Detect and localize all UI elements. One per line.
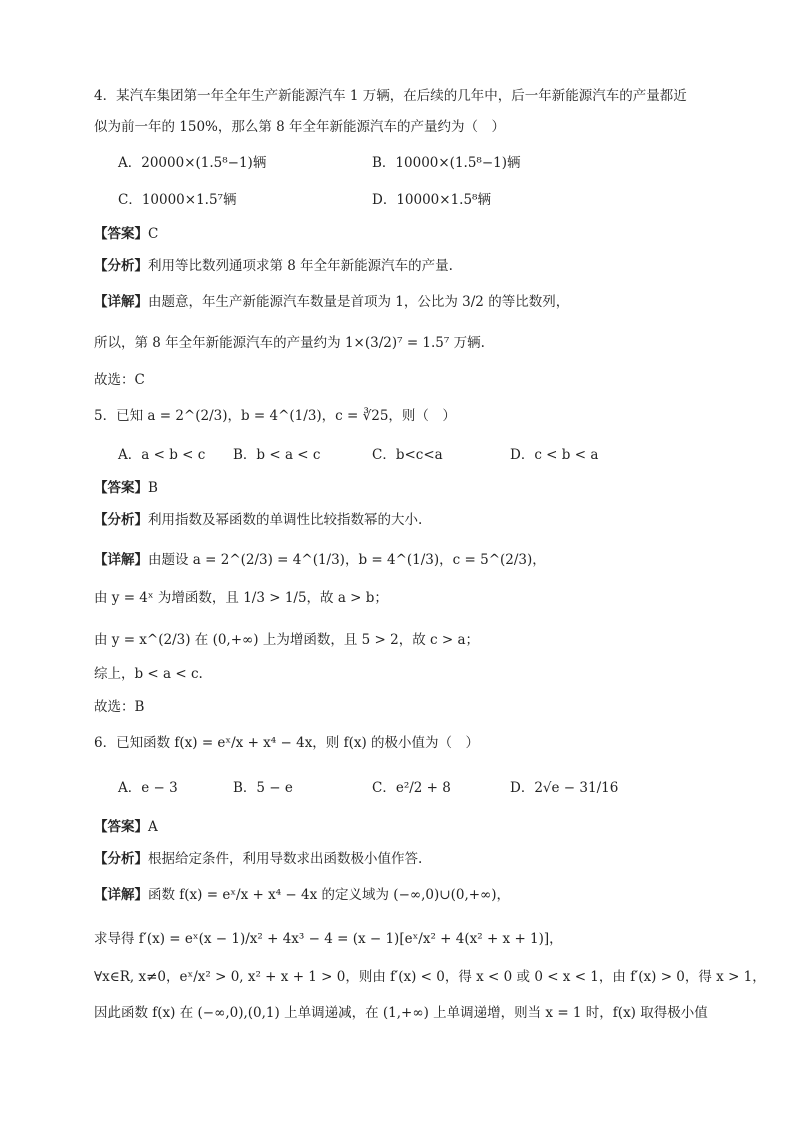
q4-option-a: A．20000×(1.5⁸−1)辆 — [118, 155, 267, 171]
q6-option-d: D．2√e − 31/16 — [510, 780, 619, 796]
analysis-text: 利用等比数列通项求第 8 年全年新能源汽车的产量. — [148, 258, 453, 274]
q4-option-b: B．10000×(1.5⁸−1)辆 — [372, 155, 521, 171]
answer-tag: 【答案】 — [94, 819, 148, 835]
detail-text: 由题意，年生产新能源汽车数量是首项为 1，公比为 3/2 的等比数列， — [148, 294, 570, 310]
q6-detail-line1 — [94, 885, 510, 905]
q5-answer — [94, 478, 158, 498]
q5-option-b: B．b < a < c — [233, 447, 321, 463]
q5-detail-line3: 由 y = x^(2/3) 在 (0,+∞) 上为增函数，且 5 > 2，故 c > a； — [94, 632, 480, 648]
analysis-text: 利用指数及幂函数的单调性比较指数幂的大小. — [148, 512, 423, 528]
q6-detail-line2: 求导得 f′(x) = eˣ(x − 1)/x² + 4x³ − 4 = (x − 1)[eˣ/x² + 4(x² + x + 1)]， — [94, 931, 563, 947]
q5-detail-line4: 综上，b < a < c. — [94, 666, 203, 682]
q4-answer — [94, 224, 158, 244]
q5-stem: 5．已知 a = 2^(2/3)，b = 4^(1/3)，c = ∛25，则（ ） — [94, 408, 456, 424]
q5-detail-line2: 由 y = 4ˣ 为增函数，且 1/3 > 1/5，故 a > b； — [94, 590, 388, 606]
q6-analysis — [94, 849, 422, 869]
q4-choose: 故选：C — [94, 372, 145, 388]
detail-tag: 【详解】 — [94, 294, 148, 310]
q5-detail-line1 — [94, 550, 546, 570]
q4-stem-line1: 4．某汽车集团第一年全年生产新能源汽车 1 万辆，在后续的几年中，后一年新能源汽车的产量都近 — [94, 88, 687, 104]
q5-choose: 故选：B — [94, 699, 145, 715]
answer-value: A — [148, 819, 158, 835]
q4-detail-line1 — [94, 292, 569, 312]
answer-value: C — [148, 226, 159, 242]
answer-tag: 【答案】 — [94, 226, 148, 242]
q6-option-c: C．e²/2 + 8 — [372, 780, 451, 796]
analysis-tag: 【分析】 — [94, 258, 148, 274]
analysis-tag: 【分析】 — [94, 512, 148, 528]
detail-tag: 【详解】 — [94, 552, 148, 568]
analysis-tag: 【分析】 — [94, 851, 148, 867]
answer-tag: 【答案】 — [94, 480, 148, 496]
q6-option-a: A．e − 3 — [118, 780, 178, 796]
detail-text: 函数 f(x) = eˣ/x + x⁴ − 4x 的定义域为 (−∞,0)∪(0,+∞)， — [148, 887, 511, 903]
q6-answer — [94, 817, 158, 837]
answer-value: B — [148, 480, 158, 496]
q5-option-c: C．b<c<a — [372, 447, 443, 463]
q4-detail-line2: 所以，第 8 年全年新能源汽车的产量约为 1×(3/2)⁷ = 1.5⁷ 万辆. — [94, 335, 485, 351]
q4-option-c: C．10000×1.5⁷辆 — [118, 192, 237, 208]
q4-analysis — [94, 256, 453, 276]
q5-analysis — [94, 510, 422, 530]
q4-option-d: D．10000×1.5⁸辆 — [372, 192, 491, 208]
analysis-text: 根据给定条件，利用导数求出函数极小值作答. — [148, 851, 423, 867]
q6-detail-line3: ∀x∈R, x≠0，eˣ/x² > 0, x² + x + 1 > 0，则由 f′(x) < 0，得 x < 0 或 0 < x < 1，由 f′(x) > 0，得 x > 1， — [94, 969, 766, 985]
q4-stem-line2: 似为前一年的 150%，那么第 8 年全年新能源汽车的产量约为（ ） — [94, 119, 506, 135]
q5-option-d: D．c < b < a — [510, 447, 599, 463]
q5-option-a: A．a < b < c — [118, 447, 206, 463]
q6-detail-line4: 因此函数 f(x) 在 (−∞,0),(0,1) 上单调递减，在 (1,+∞) 上单调递增，则当 x = 1 时，f(x) 取得极小值 — [94, 1005, 708, 1021]
detail-text: 由题设 a = 2^(2/3) = 4^(1/3)，b = 4^(1/3)，c = 5^(2/3)， — [148, 552, 546, 568]
detail-tag: 【详解】 — [94, 887, 148, 903]
q6-option-b: B．5 − e — [233, 780, 293, 796]
q6-stem: 6．已知函数 f(x) = eˣ/x + x⁴ − 4x，则 f(x) 的极小值为（ ） — [94, 735, 480, 751]
